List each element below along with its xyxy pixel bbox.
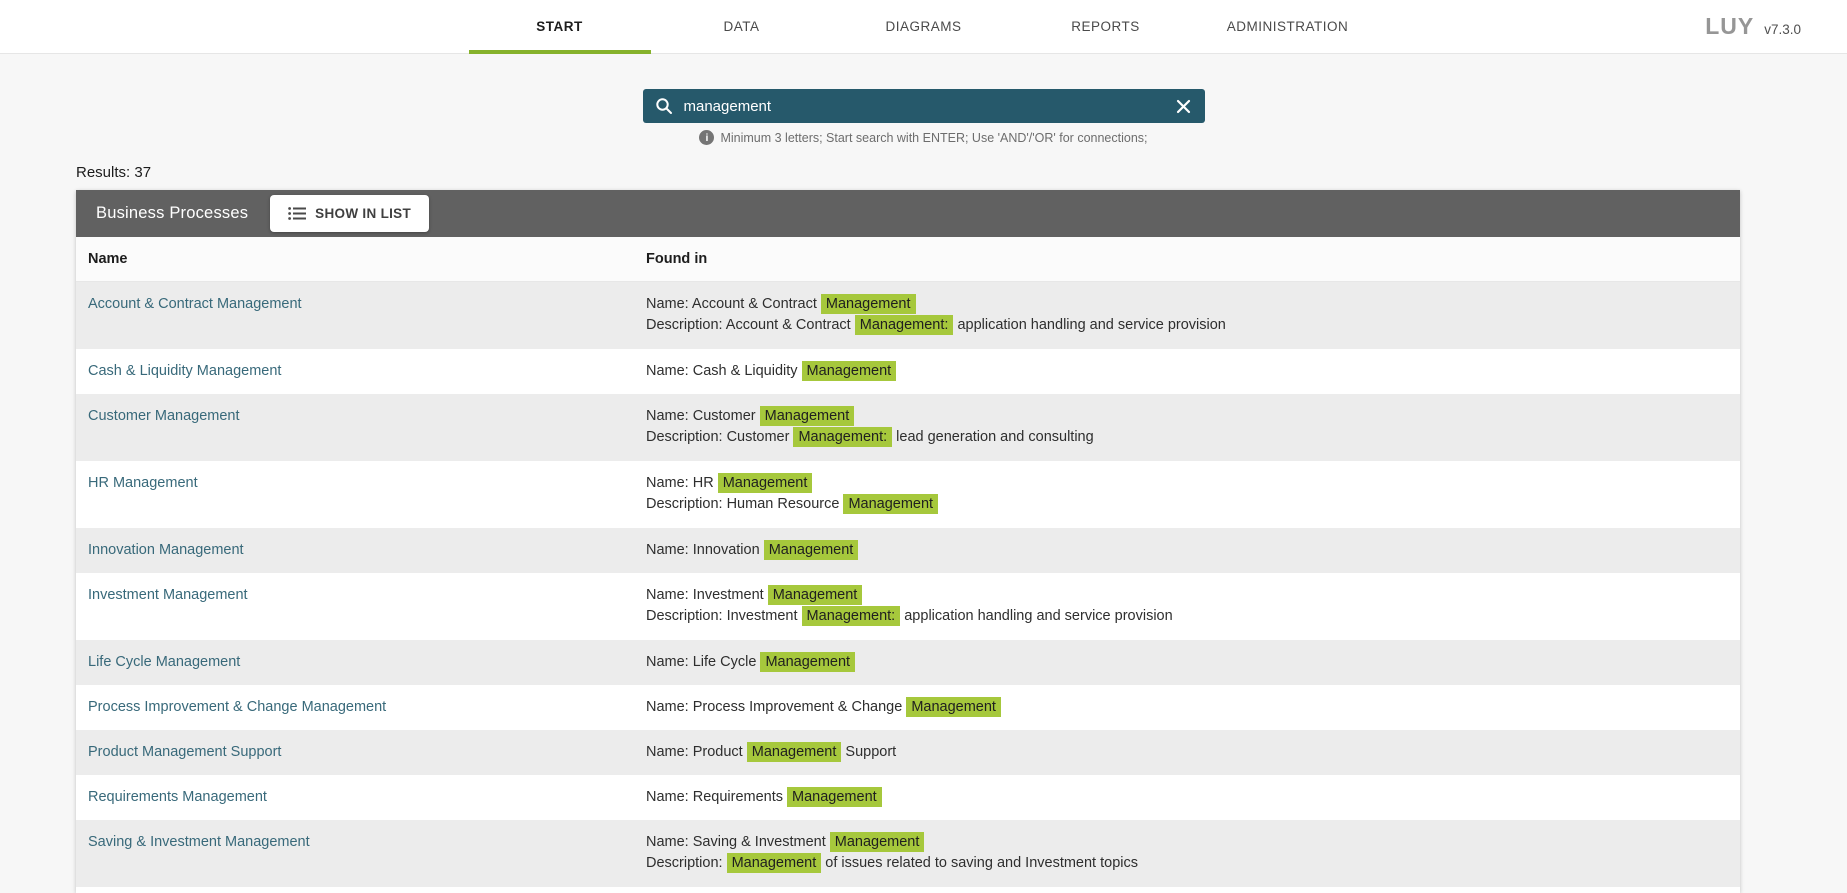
highlight-badge: Management: [855, 315, 954, 335]
close-icon [1176, 99, 1191, 114]
column-header-name: Name [88, 251, 128, 267]
version-label: v7.3.0 [1764, 22, 1801, 37]
table-row [76, 528, 1740, 573]
found-in-line: Description: Human Resource Management [646, 494, 1740, 515]
found-in-line: Name: Innovation Management [646, 540, 1740, 561]
search-icon [655, 97, 673, 115]
highlight-badge: Management [843, 494, 938, 514]
info-icon: i [699, 130, 714, 145]
found-in-cell [646, 294, 1740, 349]
tab-reports[interactable]: REPORTS [1071, 19, 1140, 34]
process-link[interactable]: Innovation Management [88, 542, 244, 558]
name-cell [76, 406, 646, 461]
found-in-line: Description: Management of issues related to saving and Investment topics [646, 855, 1138, 871]
clear-search-button[interactable] [1170, 95, 1197, 118]
search-box [643, 89, 1205, 123]
top-navbar [0, 0, 1847, 54]
results-table-body [76, 282, 1740, 887]
name-cell [76, 473, 646, 528]
table-row [76, 640, 1740, 685]
name-cell [76, 697, 646, 730]
found-in-cell [646, 787, 1740, 820]
highlight-badge: Management [802, 361, 897, 381]
highlight-badge: Management [747, 742, 842, 762]
search-hint-text: Minimum 3 letters; Start search with ENTER; Use 'AND'/'OR' for connections; [720, 130, 1148, 145]
name-cell [76, 294, 646, 349]
column-header-found-in: Found in [646, 251, 708, 267]
process-link[interactable]: Saving & Investment Management [88, 834, 310, 850]
found-in-cell [646, 697, 1740, 730]
found-in-cell [646, 473, 1740, 528]
tab-start[interactable]: START [469, 0, 651, 53]
found-in-cell [646, 832, 1740, 887]
table-header-row [76, 237, 1740, 282]
highlight-badge: Management [821, 294, 916, 314]
found-in-line: Name: Cash & Liquidity Management [646, 361, 1740, 382]
found-in-line: Description: Customer Management: lead generation and consulting [646, 429, 1094, 445]
highlight-badge: Management [760, 406, 855, 426]
process-link[interactable]: HR Management [88, 475, 198, 491]
table-row [76, 730, 1740, 775]
highlight-badge: Management: [802, 606, 901, 626]
panel-header-bar [76, 190, 1740, 237]
highlight-badge: Management [830, 832, 925, 852]
process-link[interactable]: Requirements Management [88, 789, 267, 805]
process-link[interactable]: Cash & Liquidity Management [88, 363, 282, 379]
process-link[interactable]: Account & Contract Management [88, 296, 302, 312]
highlight-badge: Management [787, 787, 882, 807]
highlight-badge: Management [768, 585, 863, 605]
tab-administration[interactable]: ADMINISTRATION [1226, 19, 1349, 34]
found-in-line: Name: Product Management Support [646, 744, 897, 760]
found-in-line: Name: Life Cycle Management [646, 652, 1740, 673]
highlight-badge: Management [760, 652, 855, 672]
name-cell [76, 787, 646, 820]
name-cell [76, 832, 646, 887]
table-row [76, 349, 1740, 394]
name-cell [76, 585, 646, 640]
highlight-badge: Management: [793, 427, 892, 447]
found-in-cell [646, 361, 1740, 394]
process-link[interactable]: Product Management Support [88, 744, 282, 760]
search-hint [699, 130, 1147, 145]
found-in-line: Name: Saving & Investment Management [646, 832, 1740, 853]
highlight-badge: Management [727, 853, 822, 873]
process-link[interactable]: Process Improvement & Change Management [88, 699, 387, 715]
name-cell [76, 652, 646, 685]
show-in-list-label: SHOW IN LIST [315, 206, 412, 221]
results-count: Results: 37 [76, 164, 152, 181]
show-in-list-button[interactable] [270, 195, 429, 232]
panel-title: Business Processes [96, 204, 249, 222]
luy-logo: LUY [1705, 13, 1755, 39]
found-in-line: Description: Account & Contract Management: application handling and service provision [646, 317, 1226, 333]
table-row [76, 685, 1740, 730]
name-cell [76, 742, 646, 775]
found-in-line: Description: Investment Management: application handling and service provision [646, 608, 1173, 624]
found-in-cell [646, 652, 1740, 685]
search-input[interactable] [682, 97, 1170, 116]
found-in-cell [646, 585, 1740, 640]
table-row [76, 394, 1740, 461]
tab-data[interactable]: DATA [723, 19, 760, 34]
found-in-line: Name: Investment Management [646, 585, 1740, 606]
highlight-badge: Management [764, 540, 859, 560]
table-row [76, 282, 1740, 349]
results-panel [76, 190, 1740, 893]
highlight-badge: Management [906, 697, 1001, 717]
nav-tabs [469, 0, 1379, 53]
highlight-badge: Management [718, 473, 813, 493]
process-link[interactable]: Customer Management [88, 408, 240, 424]
list-icon [288, 206, 306, 221]
search-area [0, 54, 1847, 145]
found-in-line: Name: HR Management [646, 473, 1740, 494]
found-in-cell [646, 540, 1740, 573]
found-in-cell [646, 406, 1740, 461]
table-row [76, 573, 1740, 640]
table-row [76, 775, 1740, 820]
brand [1705, 0, 1801, 54]
process-link[interactable]: Investment Management [88, 587, 248, 603]
found-in-line: Name: Requirements Management [646, 787, 1740, 808]
table-row [76, 461, 1740, 528]
found-in-line: Name: Customer Management [646, 406, 1740, 427]
found-in-line: Name: Account & Contract Management [646, 294, 1740, 315]
found-in-line: Name: Process Improvement & Change Management [646, 697, 1740, 718]
tab-diagrams[interactable]: DIAGRAMS [885, 19, 962, 34]
found-in-cell [646, 742, 1740, 775]
name-cell [76, 361, 646, 394]
name-cell [76, 540, 646, 573]
process-link[interactable]: Life Cycle Management [88, 654, 241, 670]
table-row [76, 820, 1740, 887]
